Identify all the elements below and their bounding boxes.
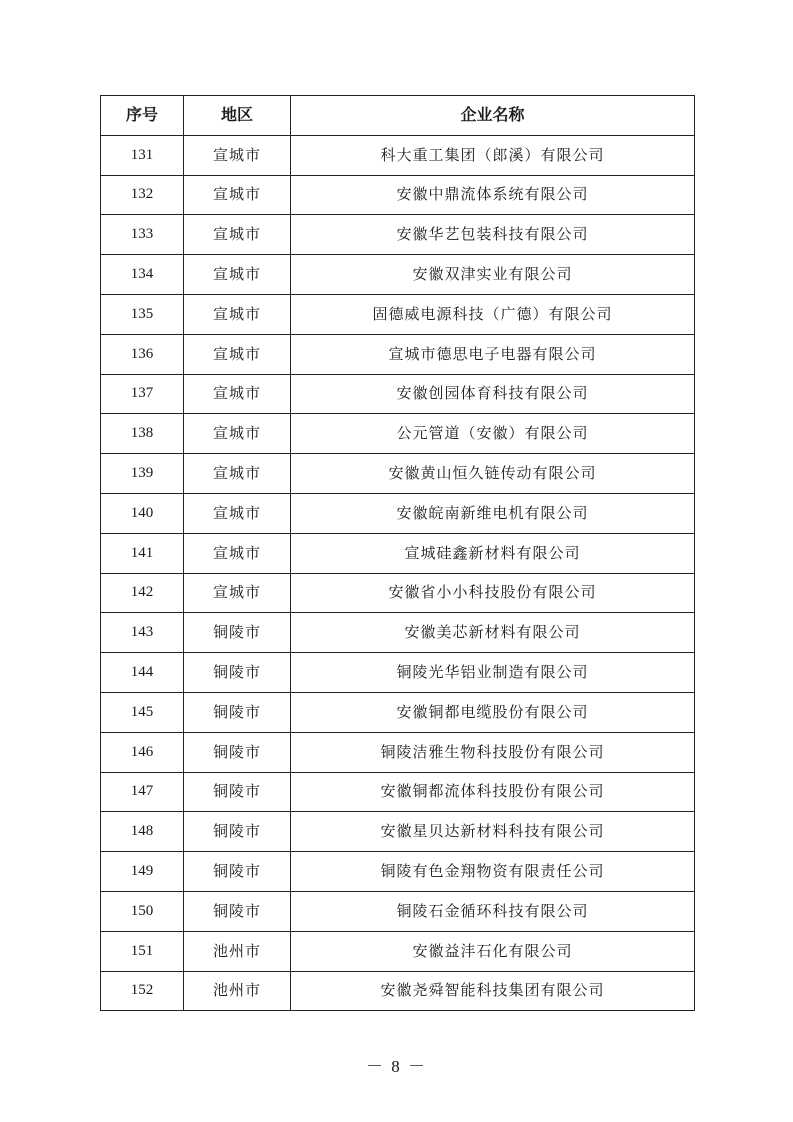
company-name-cell: 宣城市德思电子电器有限公司 [291, 334, 695, 374]
serial-number-cell: 150 [101, 891, 184, 931]
company-name-cell: 安徽铜都电缆股份有限公司 [291, 692, 695, 732]
company-name-cell: 安徽皖南新维电机有限公司 [291, 493, 695, 533]
region-cell: 宣城市 [184, 215, 291, 255]
table-row [101, 255, 695, 295]
company-name-cell: 公元管道（安徽）有限公司 [291, 414, 695, 454]
table-row [101, 653, 695, 693]
company-name-cell: 铜陵洁雅生物科技股份有限公司 [291, 732, 695, 772]
serial-number-cell: 138 [101, 414, 184, 454]
company-name-cell: 安徽黄山恒久链传动有限公司 [291, 454, 695, 494]
company-name-cell: 铜陵光华铝业制造有限公司 [291, 653, 695, 693]
header-serial-number: 序号 [101, 96, 184, 136]
serial-number-cell: 134 [101, 255, 184, 295]
table-row [101, 493, 695, 533]
serial-number-cell: 131 [101, 135, 184, 175]
table-row [101, 454, 695, 494]
table-header [101, 96, 695, 136]
company-name-cell: 安徽中鼎流体系统有限公司 [291, 175, 695, 215]
serial-number-cell: 133 [101, 215, 184, 255]
header-company-name: 企业名称 [291, 96, 695, 136]
region-cell: 铜陵市 [184, 692, 291, 732]
region-cell: 宣城市 [184, 175, 291, 215]
serial-number-cell: 137 [101, 374, 184, 414]
region-cell: 铜陵市 [184, 653, 291, 693]
table-row [101, 772, 695, 812]
table-row [101, 692, 695, 732]
company-list-table [100, 95, 695, 1011]
header-region: 地区 [184, 96, 291, 136]
table-body [101, 135, 695, 1011]
serial-number-cell: 142 [101, 573, 184, 613]
company-name-cell: 安徽铜都流体科技股份有限公司 [291, 772, 695, 812]
table-row [101, 294, 695, 334]
region-cell: 宣城市 [184, 294, 291, 334]
region-cell: 宣城市 [184, 374, 291, 414]
region-cell: 宣城市 [184, 493, 291, 533]
table-row [101, 215, 695, 255]
region-cell: 宣城市 [184, 255, 291, 295]
serial-number-cell: 139 [101, 454, 184, 494]
company-name-cell: 安徽美芯新材料有限公司 [291, 613, 695, 653]
company-name-cell: 科大重工集团（郎溪）有限公司 [291, 135, 695, 175]
serial-number-cell: 143 [101, 613, 184, 653]
company-name-cell: 铜陵有色金翔物资有限责任公司 [291, 852, 695, 892]
region-cell: 宣城市 [184, 414, 291, 454]
table-row [101, 175, 695, 215]
table-row [101, 971, 695, 1011]
table-row [101, 891, 695, 931]
region-cell: 铜陵市 [184, 891, 291, 931]
serial-number-cell: 151 [101, 931, 184, 971]
table-row [101, 573, 695, 613]
table-row [101, 613, 695, 653]
table-row [101, 374, 695, 414]
table-row [101, 852, 695, 892]
company-name-cell: 宣城硅鑫新材料有限公司 [291, 533, 695, 573]
serial-number-cell: 148 [101, 812, 184, 852]
table-row [101, 334, 695, 374]
table-row [101, 732, 695, 772]
serial-number-cell: 152 [101, 971, 184, 1011]
region-cell: 池州市 [184, 971, 291, 1011]
company-name-cell: 安徽星贝达新材料科技有限公司 [291, 812, 695, 852]
serial-number-cell: 144 [101, 653, 184, 693]
company-name-cell: 安徽双津实业有限公司 [291, 255, 695, 295]
region-cell: 铜陵市 [184, 852, 291, 892]
company-name-cell: 固德威电源科技（广德）有限公司 [291, 294, 695, 334]
region-cell: 宣城市 [184, 454, 291, 494]
serial-number-cell: 140 [101, 493, 184, 533]
region-cell: 宣城市 [184, 135, 291, 175]
page-number: － 8 － [366, 1057, 427, 1076]
table-row [101, 533, 695, 573]
serial-number-cell: 145 [101, 692, 184, 732]
serial-number-cell: 147 [101, 772, 184, 812]
company-name-cell: 安徽益沣石化有限公司 [291, 931, 695, 971]
table-row [101, 812, 695, 852]
company-name-cell: 安徽省小小科技股份有限公司 [291, 573, 695, 613]
header-row [101, 96, 695, 136]
region-cell: 宣城市 [184, 334, 291, 374]
serial-number-cell: 146 [101, 732, 184, 772]
serial-number-cell: 135 [101, 294, 184, 334]
region-cell: 铜陵市 [184, 732, 291, 772]
serial-number-cell: 141 [101, 533, 184, 573]
company-name-cell: 安徽创园体育科技有限公司 [291, 374, 695, 414]
company-name-cell: 安徽华艺包装科技有限公司 [291, 215, 695, 255]
region-cell: 铜陵市 [184, 772, 291, 812]
region-cell: 铜陵市 [184, 613, 291, 653]
serial-number-cell: 149 [101, 852, 184, 892]
region-cell: 池州市 [184, 931, 291, 971]
serial-number-cell: 136 [101, 334, 184, 374]
region-cell: 宣城市 [184, 533, 291, 573]
serial-number-cell: 132 [101, 175, 184, 215]
table-row [101, 135, 695, 175]
table-row [101, 414, 695, 454]
table-row [101, 931, 695, 971]
region-cell: 铜陵市 [184, 812, 291, 852]
region-cell: 宣城市 [184, 573, 291, 613]
company-name-cell: 铜陵石金循环科技有限公司 [291, 891, 695, 931]
company-name-cell: 安徽尧舜智能科技集团有限公司 [291, 971, 695, 1011]
